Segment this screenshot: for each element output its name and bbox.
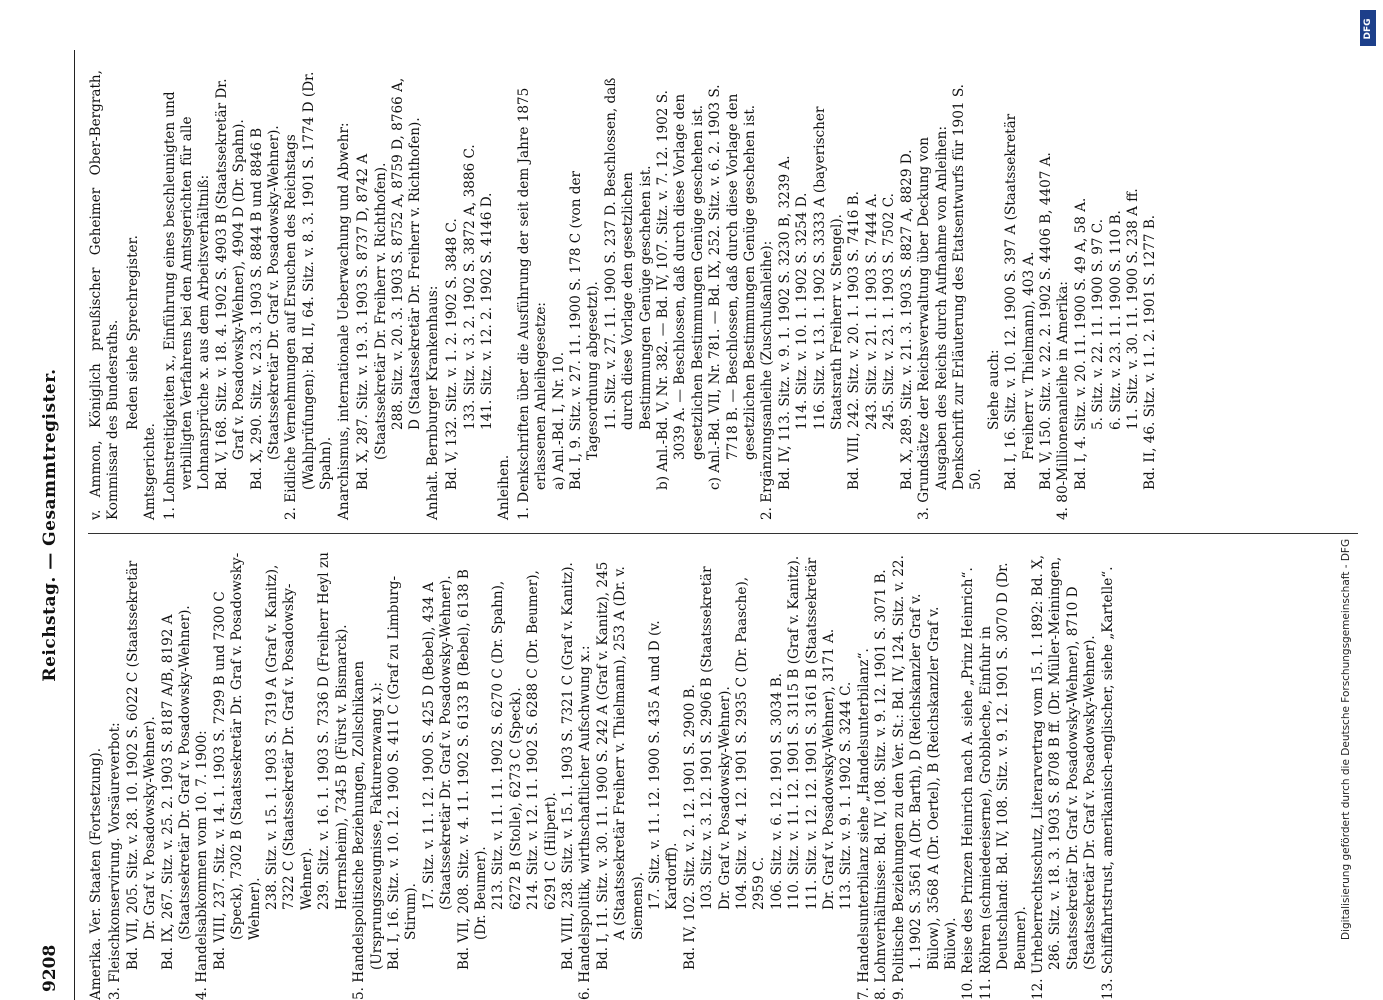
index-entry: 13. Schiffahrtstrust, amerikanisch-englischer, siehe „Kartelle“. (1099, 566, 1116, 1000)
rotated-text-frame (30, 50, 1370, 1000)
index-entry: 106. Sitz. v. 6. 12. 1901 S. 3034 B. (768, 672, 785, 910)
index-entry: Reden siehe Sprechregister. (124, 235, 141, 430)
index-entry: 239. Sitz. v. 16. 1. 1903 S. 7336 D (Freiherr Heyl zu Herrnsheim), 7345 B (Fürst v. Bismarck). (316, 552, 350, 910)
index-entry: 9. Politische Beziehungen zu den Ver. St.: Bd. IV, 124. Sitz. v. 22. 1. 1902 S. 3561 A (Dr. Barth), D (Reichskanzler Graf v. Bülow), 3568 A (Dr. Oertel), B (Reichskanzler Graf v. Bülow). (890, 555, 959, 1000)
index-entry: 11. Sitz. v. 30. 11. 1900 S. 238 A ff. (1124, 188, 1141, 430)
index-entry: b) Anl.-Bd. V, Nr. 382. — Bd. IV, 107. Sitz. v. 7. 12. 1902 S. 3039 A. — Beschlossen, daß durch diese Vorlage den gesetzlichen Bestimmungen Genüge geschehen ist. (655, 90, 706, 490)
index-entry: 3. Fleischkonservirung. Vorsäureverbot: (107, 722, 124, 1000)
index-entry: 243. Sitz. v. 21. 1. 1903 S. 7444 A. (863, 193, 880, 430)
left-column (88, 550, 1117, 1000)
index-entry: 8. Lohnverhältnisse: Bd. IV, 108. Sitz. v. 9. 12. 1901 S. 3071 B. (873, 569, 890, 1000)
index-entry: 6. Handelspolitik, wirthschaftlicher Aufschwung x.: (577, 645, 594, 1000)
index-entry: 11. Sitz. v. 27. 11. 1900 S. 237 D. Beschlossen, daß durch diese Vorlage den gesetzlichen Bestimmungen Genüge geschehen ist. (602, 77, 654, 430)
index-entry: 2. Eidliche Vernehmungen auf Ersuchen des Reichstags (Wahlprüfungen): Bd. II, 64. Sitz. v. 8. 3. 1901 S. 1774 D (Dr. Spahn). (283, 71, 335, 520)
index-entry: Bd. X, 287. Sitz. v. 19. 3. 1903 S. 8737 D, 8742 A (Staatssekretär Dr. Freiherr v. Richthofen). (355, 153, 389, 490)
index-entry: Bd. VII, 205. Sitz. v. 28. 10. 1902 S. 6022 C (Staatssekretär Dr. Graf v. Posadowsky-Wehner). (124, 560, 159, 970)
index-entry: Siehe auch: (985, 349, 1002, 430)
index-entry: Anhalt. Bernburger Krankenhaus: (424, 285, 441, 520)
index-entry: 213. Sitz. v. 11. 11. 1902 S. 6270 C (Dr. Spahn), 6272 B (Stolle), 6273 C (Speck). (490, 580, 524, 910)
index-entry: 110. Sitz. v. 11. 12. 1901 S. 3115 B (Graf v. Kanitz). (786, 555, 803, 910)
header-rule (74, 50, 75, 1000)
index-entry: 11. Röhren (schmiedeeiserne), Grobbleche, Einfuhr in Deutschland: Bd. IV, 108. Sitz. v. 9. 12. 1901 S. 3070 D (Dr. Beumer). (977, 562, 1029, 1000)
index-entry: Anleihen. (496, 454, 513, 520)
index-entry: 113. Sitz. v. 9. 1. 1902 S. 3244 C. (838, 681, 855, 910)
right-column (88, 70, 1160, 520)
index-entry: Bd. V, 168. Sitz. v. 18. 4. 1902 S. 4903 B (Staatssekretär Dr. Graf v. Posadowsky-Wehner), 4904 D (Dr. Spahn). (213, 78, 248, 490)
index-entry: 141. Sitz. v. 12. 2. 1902 S. 4146 D. (478, 192, 495, 430)
index-entry: 104. Sitz. v. 4. 12. 1901 S. 2935 C (Dr. Paasche), 2959 C. (734, 576, 768, 910)
index-entry: 2. Ergänzungsanleihe (Zuschußanleihe): (759, 240, 776, 520)
index-entry: Bd. V, 150. Sitz. v. 22. 2. 1902 S. 4406 B, 4407 A. (1037, 152, 1054, 490)
index-entry: 3. Grundsätze der Reichsverwaltung über Deckung von Ausgaben des Reichs durch Aufnahme von Anleihen: Denkschrift zur Erläuterung des Etatsentwurfs für 1901 S. 50. (916, 84, 985, 520)
index-entry: Bd. IX, 267. Sitz. v. 25. 2. 1903 S. 8187 A/B, 8192 A (Staatssekretär Dr. Graf v. Posadowsky-Wehner). (159, 605, 194, 970)
index-entry: 4. Handelsabkommen vom 10. 7. 1900: (194, 730, 211, 1000)
index-entry: Bd. I, 16. Sitz. v. 10. 12. 1900 S. 397 A (Staatssekretär Freiherr v. Thielmann), 403 A. (1003, 113, 1037, 490)
index-entry: 111. Sitz. v. 12. 12. 1901 S. 3161 B (Staatssekretär Dr. Graf v. Posadowsky-Wehner), 3171 A. (803, 557, 838, 910)
index-entry: 116. Sitz. v. 13. 1. 1902 S. 3333 A (bayerischer Staatsrath Freiherr v. Stengel). (811, 106, 846, 430)
index-entry: 245. Sitz. v. 23. 1. 1903 S. 7502 C. (881, 193, 898, 430)
index-entry: 214. Sitz. v. 12. 11. 1902 S. 6288 C (Dr. Beumer), 6291 C (Hilpert). (525, 570, 559, 910)
running-title: Reichstag. — Gesammtregister. (40, 368, 60, 682)
index-entry: 4. 80-Millionenanleihe in Amerika: (1055, 281, 1072, 520)
index-entry: 238. Sitz. v. 15. 1. 1903 S. 7319 A (Graf v. Kanitz), 7322 C (Staatssekretär Dr. Graf v. Posadowsky-Wehner). (264, 564, 315, 910)
index-entry: 288. Sitz. v. 20. 3. 1903 S. 8752 A, 8759 D, 8766 A, D (Staatssekretär Dr. Freiherr v. Richthofen). (389, 77, 424, 430)
index-entry: 1. Denkschriften über die Ausführung der seit dem Jahre 1875 erlassenen Anleihegesetze: (515, 87, 550, 520)
index-entry: Bd. X, 290. Sitz. v. 23. 3. 1903 S. 8844 B und 8846 B (Staatssekretär Dr. Graf v. Posadowsky-Wehner). (248, 125, 283, 490)
index-entry: 17. Sitz. v. 11. 12. 1900 S. 425 D (Bebel), 434 A (Staatssekretär Dr. Graf v. Posadowsky-Wehner). (420, 575, 455, 910)
index-entry: 114. Sitz. v. 10. 1. 1902 S. 3254 D. (794, 192, 811, 430)
index-entry: Bd. VIII, 242. Sitz. v. 20. 1. 1903 S. 7416 B. (846, 191, 863, 490)
index-entry: 6. Sitz. v. 23. 11. 1900 S. 110 B. (1107, 210, 1124, 430)
credit-text: Digitalisierung gefördert durch die Deutsche Forschungsgemeinschaft - DFG (1340, 538, 1352, 940)
page-number: 9208 (40, 944, 60, 992)
index-entry: Bd. IV, 102. Sitz. v. 2. 12. 1901 S. 2900 B. (681, 684, 698, 970)
index-entry: Amtsgerichte. (142, 423, 159, 520)
index-entry: Bd. VIII, 238. Sitz. v. 15. 1. 1903 S. 7321 C (Graf v. Kanitz). (559, 562, 576, 970)
index-entry: 10. Reise des Prinzen Heinrich nach A. siehe „Prinz Heinrich“. (960, 567, 977, 1000)
dfg-logo-text: DFG (1363, 18, 1373, 40)
index-entry: 133. Sitz. v. 3. 2. 1902 S. 3872 A, 3886 C. (461, 144, 478, 430)
index-entry: 12. Urheberrechtsschutz, Literarvertrag vom 15. 1. 1892: Bd. X, 286. Sitz. v. 18. 3. 1903 S. 8708 B ff. (Dr. Müller-Meiningen, Staatssekretär Dr. Graf v. Posadowsky-Wehner), 8710 D (Staatssekretär Dr. Graf v. Posadowsky-Wehner). (1029, 554, 1099, 1000)
index-entry: 103. Sitz. v. 3. 12. 1901 S. 2906 B (Staatssekretär Dr. Graf v. Posadowsky-Wehner). (699, 566, 733, 910)
index-entry: Bd. II, 46. Sitz. v. 11. 2. 1901 S. 1277 B. (1142, 214, 1159, 490)
dfg-logo (1360, 10, 1376, 46)
index-entry: c) Anl.-Bd. VII, Nr. 781. — Bd. IX, 252. Sitz. v. 6. 2. 1903 S. 7718 B. — Beschlossen, daß durch diese Vorlage den gesetzlichen Bestimmungen Genüge geschehen ist. (707, 84, 759, 490)
index-entry: Bd. V, 132. Sitz. v. 1. 2. 1902 S. 3848 C. (444, 218, 461, 490)
index-entry: 1. Lohnstreitigkeiten x., Einführung eines beschleunigten und verbilligten Verfahrens bei den Amtsgerichten für alle Lohnansprüche x. aus dem Arbeitsverhältniß: (161, 91, 213, 520)
index-entry: 17. Sitz. v. 11. 12. 1900 S. 435 A und D (v. Kardorff). (647, 620, 681, 910)
index-entry: v. Ammon, Königlich preußischer Geheimer Ober-Bergrath, Kommissar des Bundesraths. (88, 70, 122, 520)
index-entry: Bd. I, 16. Sitz. v. 10. 12. 1900 S. 411 C (Graf zu Limburg-Stirum). (385, 575, 420, 970)
index-entry: a) Anl.-Bd. I, Nr. 10. (550, 351, 567, 490)
column-divider (88, 533, 1358, 534)
index-entry: Bd. X, 289. Sitz. v. 21. 3. 1903 S. 8827 A, 8829 D. (898, 149, 915, 490)
index-entry: Bd. I, 9. Sitz. v. 27. 11. 1900 S. 178 C (von der Tagesordnung abgesetzt). (567, 170, 602, 490)
index-entry: 5. Sitz. v. 22. 11. 1900 S. 97 C. (1090, 218, 1107, 430)
index-entry: Bd. I, 4. Sitz. v. 20. 11. 1900 S. 49 A, 58 A. (1072, 197, 1089, 490)
index-entry: 5. Handelspolitische Beziehungen, Zollschikanen (Ursprungszeugnisse, Fakturenzwang x.): (351, 660, 385, 1000)
index-entry: 7. Handelsunterbilanz siehe „Handelsunterbilanz“. (855, 648, 872, 1000)
index-entry: Bd. I, 11. Sitz. v. 30. 11. 1900 S. 242 A (Graf v. Kanitz), 245 A (Staatssekretär Freiherr v. Thielmann), 253 A (Dr. v. Siemens). (594, 561, 646, 970)
index-entry: Anarchismus, internationale Ueberwachung und Abwehr: (335, 122, 352, 520)
index-entry: Amerika. Ver. Staaten (Fortsetzung). (88, 747, 104, 1000)
digitization-credit (1340, 40, 1370, 940)
index-entry: Bd. VII, 208. Sitz. v. 4. 11. 1902 S. 6133 B (Bebel), 6138 B (Dr. Beumer). (455, 569, 489, 970)
index-entry: Bd. VIII, 237. Sitz. v. 14. 1. 1903 S. 7299 B und 7300 C (Speck), 7302 B (Staatssekretär Dr. Graf v. Posadowsky-Wehner). (211, 552, 263, 970)
index-entry: Bd. IV, 113. Sitz. v. 9. 1. 1902 S. 3230 B, 3239 A. (776, 155, 793, 490)
